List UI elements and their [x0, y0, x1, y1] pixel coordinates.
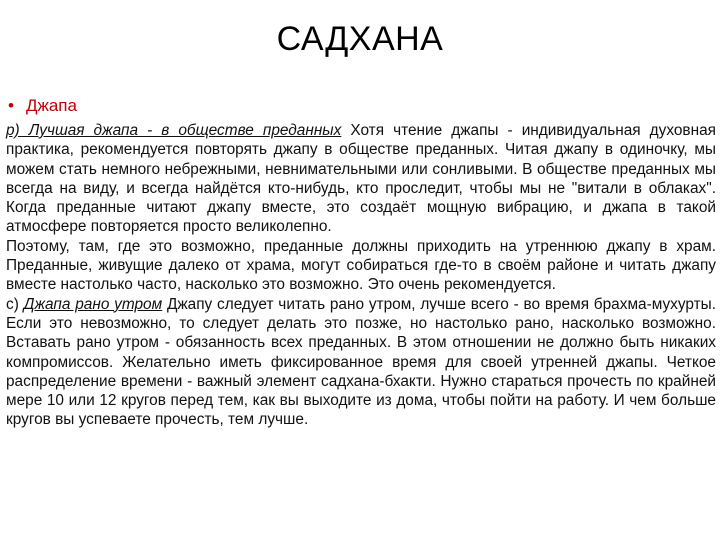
paragraph-text: Хотя чтение джапы - индивидуальная духовная практика, рекомендуется повторять джапу в обществе преданных. Читая джапу в одиночку, мы можем стать немного небрежными, невнимательными или сонливыми. В обществе преданных мы всегда на виду, и всегда найдётся кто-нибудь, кто проследит, чтобы мы не "витали в облаках". Когда преданные читают джапу вместе, это создаёт мощную вибрацию, и джапа в такой атмосфере повторяется просто великолепно. — [6, 122, 716, 236]
paragraph-early-japa — [6, 295, 716, 430]
paragraph-text: Поэтому, там, где это возможно, преданные должны приходить на утреннюю джапу в храм. Преданные, живущие далеко от храма, могут собираться где-то в своём районе и читать джапу вместе настолько часто, насколько это возможно. Это очень рекомендуется. — [6, 237, 716, 294]
slide-body — [6, 121, 716, 430]
bullet-item — [8, 96, 77, 116]
paragraph-heading-prefix: с) — [6, 295, 24, 313]
bullet-label: Джапа — [25, 96, 77, 115]
bullet-marker: • — [8, 96, 14, 115]
paragraph-community-japa — [6, 121, 716, 237]
slide-title: САДХАНА — [276, 20, 444, 58]
paragraph-text: Джапу следует читать рано утром, лучше всего - во время брахма-мухурты. Если это невозможно, то следует делать это позже, но настолько рано, насколько возможно. Вставать рано утром - обязанность всех преданных. В этом отношении не должно быть никаких компромиссов. Желательно иметь фиксированное время для своей утренней джапы. Четкое распределение времени - важный элемент садхана-бхакти. Нужно стараться прочесть по крайней мере 10 или 12 кругов перед тем, как вы выходите из дома, чтобы пойти на работу. И чем больше кругов вы успеваете прочесть, тем лучше. — [6, 295, 716, 429]
paragraph-temple-japa — [6, 237, 716, 295]
paragraph-heading: р) Лучшая джапа - в обществе преданных — [6, 122, 342, 139]
paragraph-heading: Джапа рано утром — [23, 295, 163, 313]
